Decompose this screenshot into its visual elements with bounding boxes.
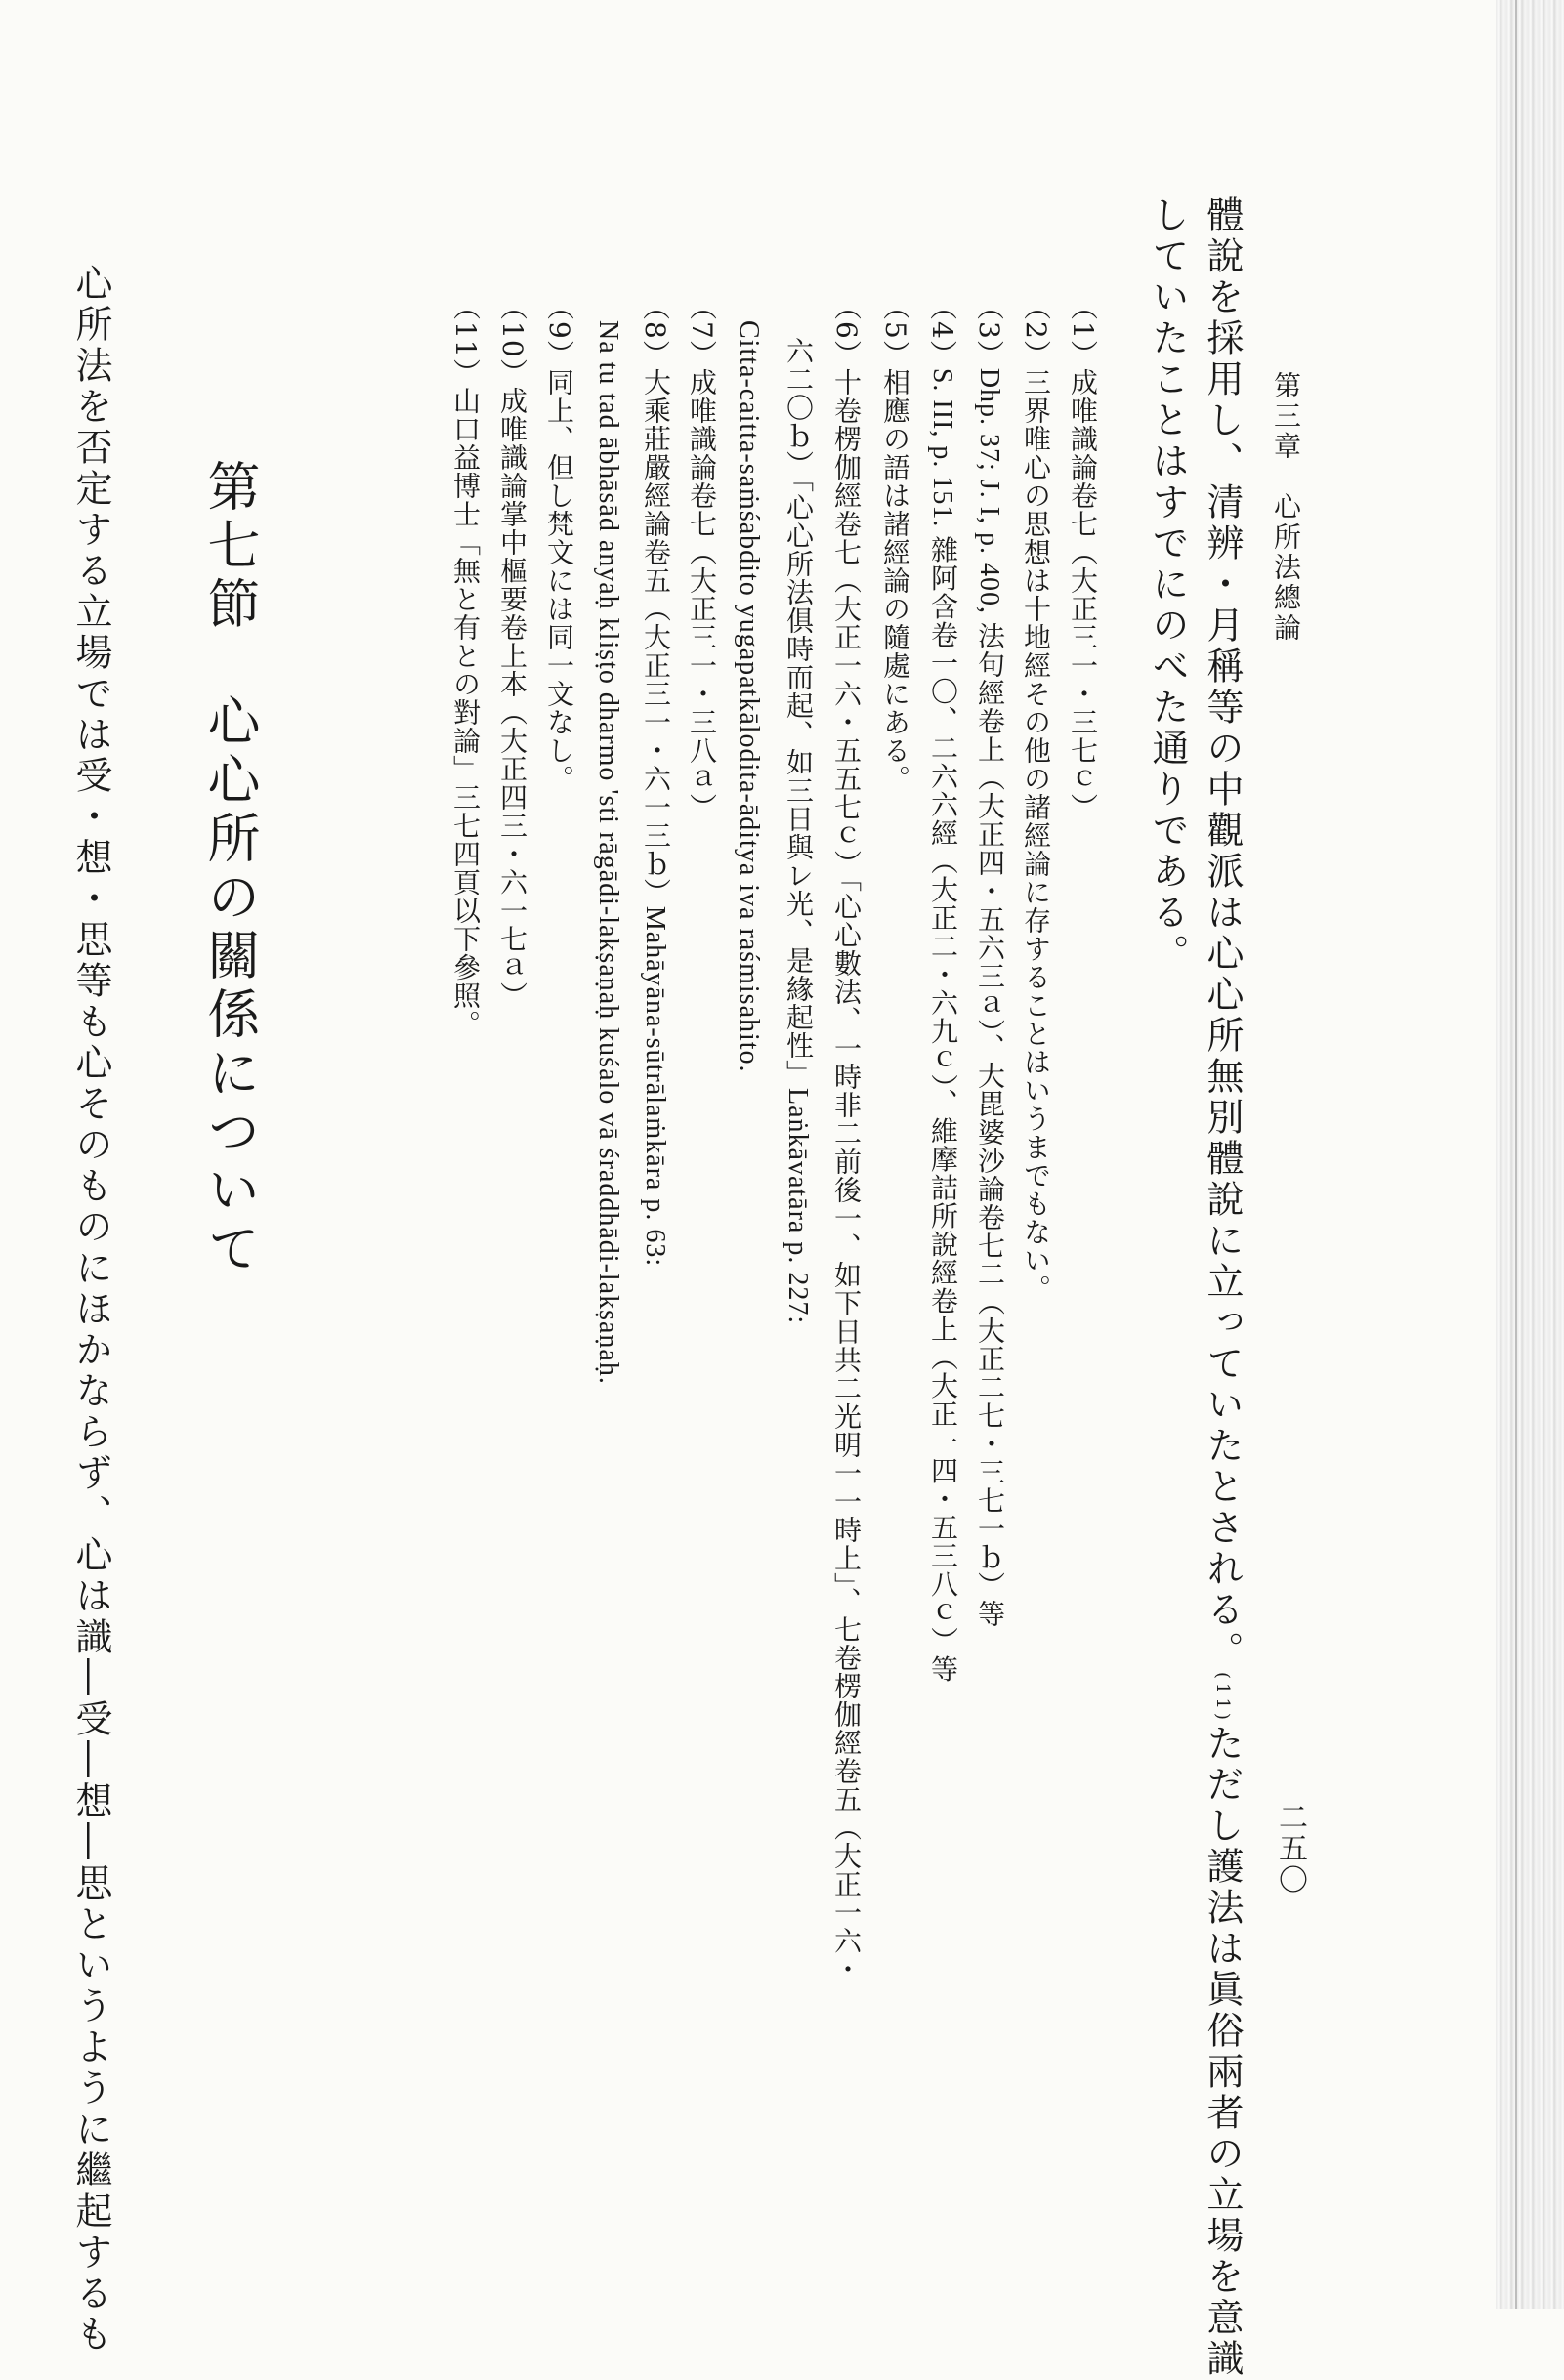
note-6-cont-1 [783,337,811,1324]
note-number: （11） [449,293,482,387]
note-6 [830,293,863,1983]
note-8 [639,293,671,1268]
page-number: 二五〇 [1273,1802,1307,1896]
note-number: （8） [639,293,671,368]
note-text: S. III, p. 151. 雜阿含卷一〇、二六六經（大正二・六九ｃ）、維摩詰所說經卷上（大正一四・五三八ｃ）等 [927,367,957,1684]
note-text: 山口益博士「無と有との對論」三七四頁以下參照。 [449,386,482,1038]
scan-edge [1496,0,1564,2309]
body-line-1-text: 體說を採用し、清辨・月稱等の中觀派は心心所無別體說に立っていたとされる。 [1201,195,1244,1672]
body-line-1 [1201,195,1244,2380]
note-number: （4） [926,293,958,368]
note-number: （2） [1020,293,1052,368]
note-number: （6） [830,293,863,368]
note-number: （7） [686,293,718,368]
note-6-cont-2 [735,320,762,1073]
note-text: Na tu tad ābhāsād anyaḥ kliṣṭo dharmo 'sti rāgādi-lakṣaṇaḥ kuśalo vā śraddhādi-lakṣaṇaḥ. [593,320,623,1385]
section-heading [199,459,261,1279]
note-5 [881,293,909,793]
body-line-2: していたことはすでにのべた通りである。 [1146,195,1189,975]
note-text: Citta-caitta-saṁśabdito yugapatkālodita-āditya iva raśmisahito. [734,320,764,1073]
section-number: 第七節 [199,459,261,635]
note-number: （1） [1067,293,1099,368]
note-number: （9） [543,293,575,368]
body-line-1-cont: ただし護法は眞俗兩者の立場を意識 [1201,1723,1244,2380]
note-text: 成唯識論卷七（大正三一・三八ａ） [686,367,718,821]
note-text: 相應の語は諸經論の隨處にある。 [879,367,911,793]
note-8-cont [594,320,621,1385]
note-text: 成唯識論掌中樞要卷上本（大正四三・六一七ａ） [496,386,528,1010]
note-7 [686,293,718,821]
note-number: （10） [496,293,528,387]
note-3 [973,293,1005,1629]
note-text: 大乘莊嚴經論卷五（大正三一・六一三ｂ）Mahāyāna-sūtrālaṁkāra p. 63: [640,367,670,1268]
note-number: （3） [973,293,1005,368]
note-9 [543,293,575,793]
note-10 [498,293,526,1010]
note-text: 六二〇ｂ）「心心所法俱時而起、如三日與レ光、是緣起性」Laṅkāvatāra p. 227: [782,337,813,1325]
footnote-ref-11: (11) [1212,1672,1233,1724]
note-text: 十卷楞伽經卷七（大正一六・五五七ｃ）「心心數法、一時非二前後一、如下日共二光明一一時上」、七卷楞伽經卷五（大正一六・ [830,367,863,1983]
note-11 [449,293,482,1038]
note-text: 成唯識論卷七（大正三一・三七ｃ） [1067,367,1099,821]
note-text: 同上、但し梵文には同一文なし。 [543,367,575,793]
running-head: 第三章 心所法總論 [1270,371,1302,644]
section-title: 心心所の關係について [199,693,261,1279]
note-text: 三界唯心の思想は十地經その他の諸經論に存することはいうまでもない。 [1020,367,1052,1303]
body-line-final: 心所法を否定する立場では受・想・思等も心そのものにほかならず、心は識―受―想―思というように繼起するも [69,264,112,2356]
note-number: （5） [879,293,911,368]
note-text: Dhp. 37; J. I, p. 400, 法句經卷上（大正四・五六三ａ）、大毘婆沙論卷七二（大正二七・三七一ｂ）等 [974,367,1004,1629]
scan-line [1515,0,1517,2309]
note-2 [1020,293,1052,1303]
note-4 [926,293,958,1684]
note-1 [1067,293,1099,821]
